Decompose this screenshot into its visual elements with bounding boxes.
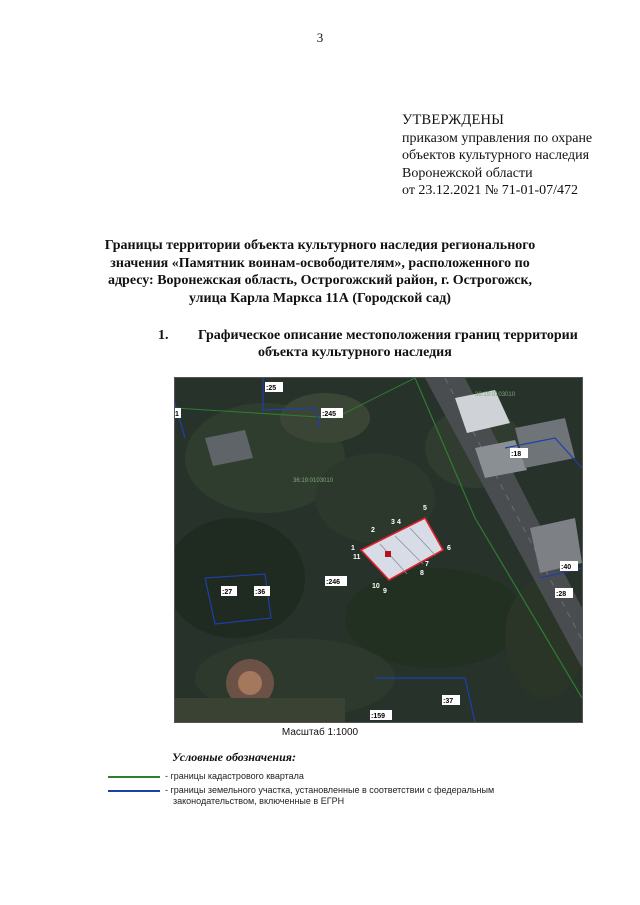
parcel-label: :246 <box>326 579 341 586</box>
point-number: 9 <box>383 588 387 595</box>
parcel-label: :28 <box>556 591 567 598</box>
parcel-label: :245 <box>322 411 337 418</box>
approval-line: приказом управления по охране <box>402 130 593 146</box>
map-image <box>175 378 582 722</box>
legend-quarter-line <box>108 776 160 778</box>
title-line: адресу: Воронежская область, Острогожский район, г. Острогожск, <box>107 273 533 288</box>
parcel-label: :27 <box>222 589 233 596</box>
point-number: 4 <box>397 519 401 526</box>
quarter-label: 36:19:0103010 <box>293 478 334 484</box>
point-number: 8 <box>420 570 424 577</box>
parcel-label: :159 <box>371 713 386 720</box>
title-line: значения «Памятник воинам-освободителям», расположенного по <box>110 255 530 271</box>
section-number: 1. <box>158 328 169 343</box>
parcel-label: :25 <box>266 385 277 392</box>
approval-date-number: от 23.12.2021 № 71-01-07/472 <box>402 183 579 198</box>
page-number: 3 <box>316 30 324 45</box>
point-number: 7 <box>425 561 429 568</box>
section-title-line: объекта культурного наследия <box>258 345 452 360</box>
parcel-label: :37 <box>443 698 454 705</box>
parcel-label: :40 <box>561 564 572 571</box>
title-line: Границы территории объекта культурного наследия регионального <box>104 238 536 253</box>
quarter-label: 36:19:0103010 <box>475 392 516 398</box>
point-number: 5 <box>423 505 427 512</box>
approval-heading: УТВЕРЖДЕНЫ <box>402 112 505 128</box>
point-number: 6 <box>447 545 451 552</box>
legend-parcel-line <box>108 790 160 792</box>
legend-parcel-text <box>165 785 494 807</box>
legend-text-line: - границы земельного участка, установленные в соответствии с федеральным <box>165 785 495 795</box>
legend-text-line: законодательством, включенные в ЕГРН <box>173 796 345 806</box>
parcel-label: :18 <box>511 451 522 458</box>
point-number: 2 <box>371 527 375 534</box>
point-number: 3 <box>391 519 395 526</box>
document-title <box>100 237 540 307</box>
legend-title: Условные обозначения: <box>172 750 296 764</box>
point-number: 10 <box>372 583 380 590</box>
parcel-label: :36 <box>255 589 266 596</box>
legend-quarter-text <box>165 771 304 782</box>
section-title-line: Графическое описание местоположения границ территории <box>198 328 578 343</box>
approval-line: Воронежской области <box>402 165 533 181</box>
cadastral-map <box>174 377 583 723</box>
title-line: улица Карла Маркса 11А (Городской сад) <box>189 290 451 306</box>
map-scale: Масштаб 1:1000 <box>281 727 359 738</box>
approval-block <box>402 112 592 200</box>
point-number: 1 <box>351 545 355 552</box>
legend-text-line: - границы кадастрового квартала <box>165 771 304 781</box>
parcel-label: 1 <box>175 411 179 418</box>
approval-line: объектов культурного наследия <box>402 148 590 163</box>
point-number: 11 <box>353 554 361 561</box>
